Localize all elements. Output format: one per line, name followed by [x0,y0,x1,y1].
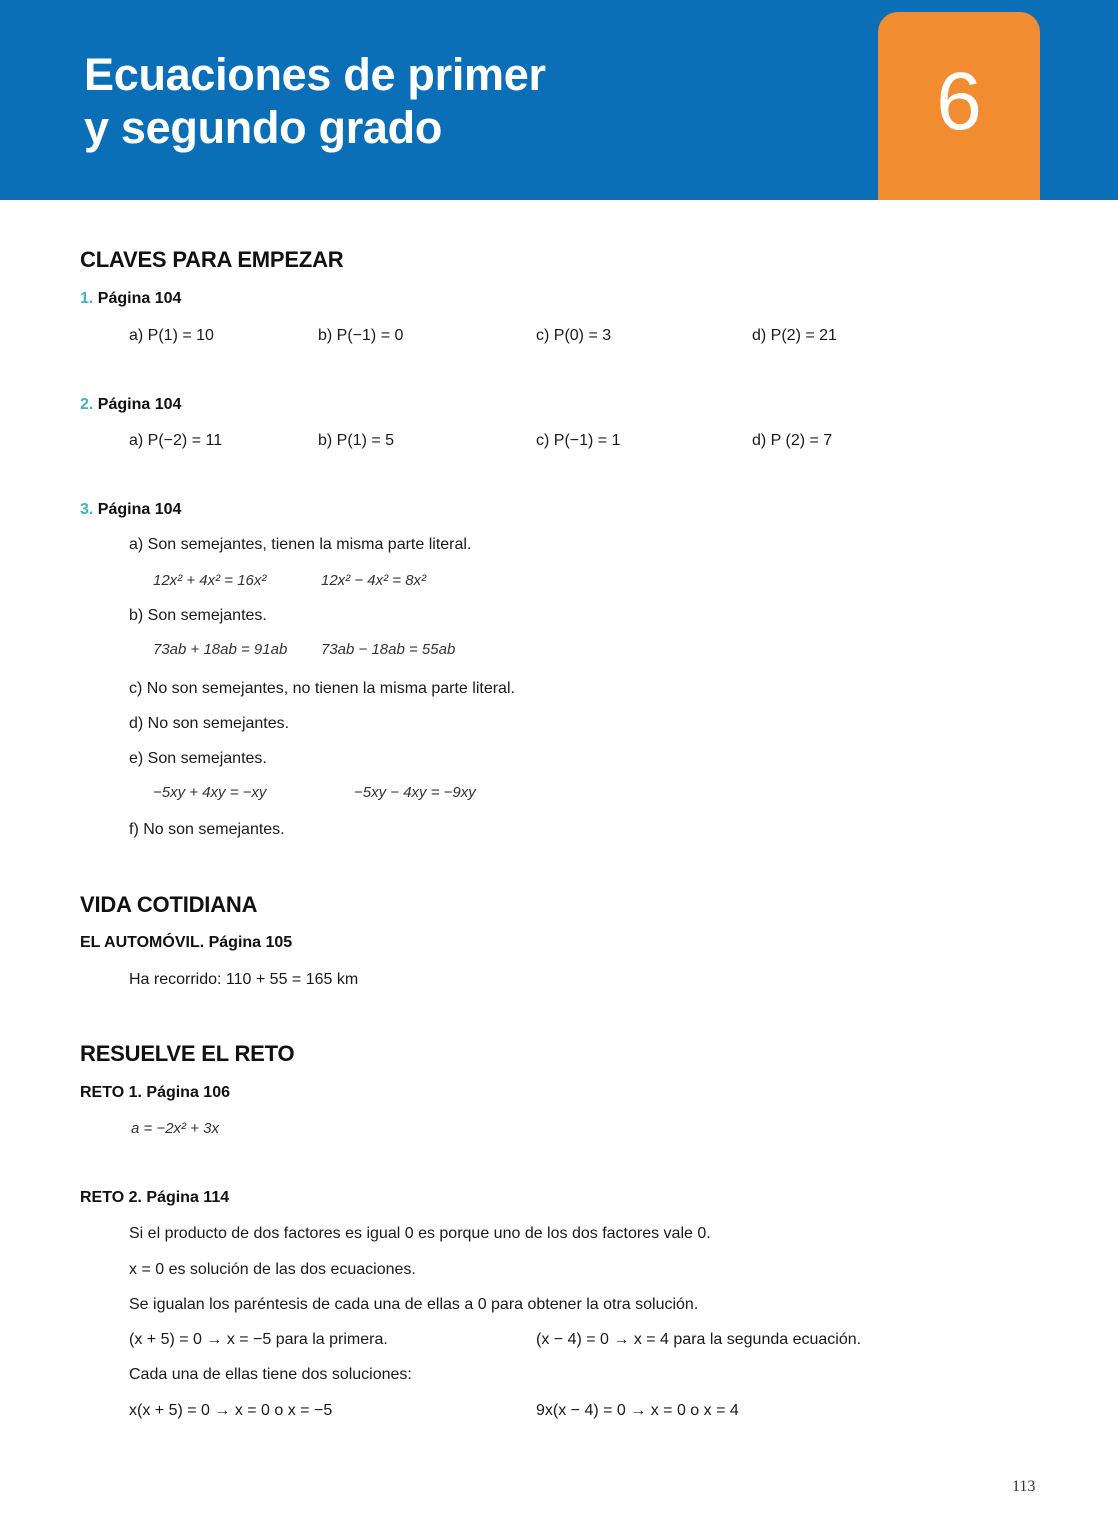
vida-subheading: EL AUTOMÓVIL. Página 105 [80,934,293,951]
exercise-page: Página 104 [97,501,182,518]
chapter-title-line2: y segundo grado [84,102,443,153]
equation-3b-1: 73ab + 18ab = 91ab [153,641,288,658]
section-heading-vida: VIDA COTIDIANA [80,892,258,917]
chapter-header [0,0,1118,200]
answer-2b: b) P(1) = 5 [318,432,395,449]
reto2-line3: Se igualan los paréntesis de cada una de ellas a 0 para obtener la otra solución. [129,1296,699,1313]
exercise-page: Página 104 [97,290,182,307]
equation-3e-1: −5xy + 4xy = −xy [153,784,267,801]
answer-3d: d) No son semejantes. [129,715,290,732]
reto2-line4a: (x + 5) = 0 → x = −5 para la primera. [129,1331,388,1348]
answer-2a: a) P(−2) = 11 [129,432,223,449]
answer-3b: b) Son semejantes. [129,607,267,624]
section-heading-reto: RESUELVE EL RETO [80,1041,295,1066]
chapter-title-line1: Ecuaciones de primer [84,49,546,100]
vida-answer: Ha recorrido: 110 + 55 = 165 km [129,971,359,988]
answer-3e: e) Son semejantes. [129,750,267,767]
equation-3a-2: 12x² − 4x² = 8x² [321,572,427,589]
section-heading-claves: CLAVES PARA EMPEZAR [80,247,344,272]
page-number: 113 [1012,1478,1036,1495]
equation-3b-2: 73ab − 18ab = 55ab [321,641,456,658]
answer-1c: c) P(0) = 3 [536,327,612,344]
reto2-line2: x = 0 es solución de las dos ecuaciones. [129,1261,416,1278]
exercise-number: 2. [80,396,94,413]
exercise-1-title [80,290,181,308]
exercise-page: Página 104 [97,396,182,413]
chapter-number: 6 [936,56,982,147]
answer-2d: d) P (2) = 7 [752,432,833,449]
chapter-title [84,48,546,154]
answer-1b: b) P(−1) = 0 [318,327,404,344]
exercise-number: 1. [80,290,94,307]
equation-3a-1: 12x² + 4x² = 16x² [153,572,267,589]
reto1-equation: a = −2x² + 3x [131,1120,219,1137]
reto2-line4b: (x − 4) = 0 → x = 4 para la segunda ecuación. [536,1331,862,1348]
reto1-title: RETO 1. Página 106 [80,1084,230,1101]
answer-3f: f) No son semejantes. [129,821,285,838]
reto2-line1: Si el producto de dos factores es igual 0 es porque uno de los dos factores vale 0. [129,1225,711,1242]
answer-3c: c) No son semejantes, no tienen la misma parte literal. [129,680,515,697]
chapter-number-tab [878,12,1040,200]
reto2-line6b: 9x(x − 4) = 0 → x = 0 o x = 4 [536,1402,739,1419]
answer-3a: a) Son semejantes, tienen la misma parte literal. [129,536,472,553]
reto2-title: RETO 2. Página 114 [80,1189,230,1206]
exercise-2-title [80,396,181,414]
answer-2c: c) P(−1) = 1 [536,432,621,449]
equation-3e-2: −5xy − 4xy = −9xy [354,784,476,801]
reto2-line6a: x(x + 5) = 0 → x = 0 o x = −5 [129,1402,333,1419]
exercise-3-title [80,501,181,519]
answer-1a: a) P(1) = 10 [129,327,214,344]
reto2-line5: Cada una de ellas tiene dos soluciones: [129,1366,412,1383]
answer-1d: d) P(2) = 21 [752,327,837,344]
exercise-number: 3. [80,501,94,518]
